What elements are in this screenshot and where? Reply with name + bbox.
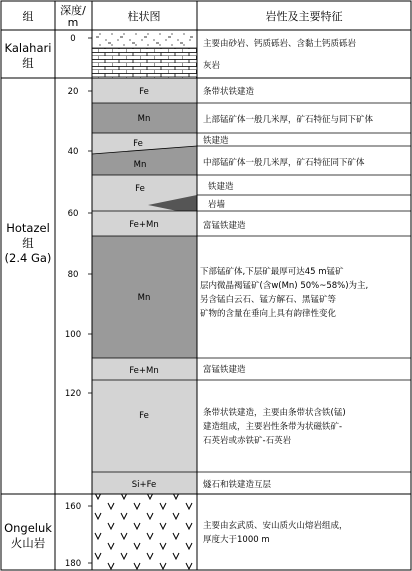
depth-label-40: 40 bbox=[67, 147, 79, 157]
desc-fe4-line1: 条带状铁建造，主要由条带状含铁(锰) bbox=[203, 408, 346, 418]
depth-ticks bbox=[88, 38, 92, 563]
desc-mn2: 中部锰矿体一般几米厚，矿石特征同下矿体 bbox=[203, 158, 365, 168]
desc-dyke: 岩墙 bbox=[208, 200, 226, 210]
desc-mn3-line2: 层内微晶褐锰矿(含w(Mn) 50%~58%)为主, bbox=[200, 281, 369, 291]
layer-label-mn3: Mn bbox=[137, 293, 151, 303]
depth-label-160: 160 bbox=[64, 502, 82, 512]
group-kalahari-line2: 组 bbox=[22, 56, 34, 70]
desc-fe4-line3: 石英岩或赤铁矿-石英岩 bbox=[203, 436, 292, 446]
header-depth-line1: 深度/ bbox=[60, 4, 86, 17]
desc-fe1: 条带状铁建造 bbox=[203, 87, 255, 97]
desc-mn3-line3: 另含锰白云石、锰方解石、黑锰矿等 bbox=[200, 295, 337, 305]
layer-label-fe4: Fe bbox=[139, 411, 149, 421]
ongeluk-volcanic-layer bbox=[92, 494, 197, 571]
group-hotazel-line1: Hotazel bbox=[6, 221, 50, 235]
desc-fe3: 铁建造 bbox=[208, 182, 234, 192]
header-column: 柱状图 bbox=[127, 10, 161, 23]
desc-mn3-line1: 下部锰矿体,下层矿最厚可达45 m锰矿 bbox=[200, 267, 344, 277]
layer-label-femn1: Fe+Mn bbox=[129, 220, 159, 230]
layer-label-mn1: Mn bbox=[137, 114, 151, 124]
desc-kalahari-1: 主要由砂岩、钙质砾岩、含黏土钙质砾岩 bbox=[203, 39, 357, 49]
desc-mn1: 上部锰矿体一般几米厚，矿石特征与同下矿体 bbox=[203, 115, 374, 125]
group-kalahari-line1: Kalahari bbox=[4, 41, 52, 55]
desc-fe4-line2: 建造组成，主要岩性条带为状磁铁矿- bbox=[203, 422, 343, 432]
header-group: 组 bbox=[22, 10, 34, 23]
depth-label-100: 100 bbox=[64, 330, 82, 340]
layer-label-mn2: Mn bbox=[133, 160, 147, 170]
kalahari-limestone-layer bbox=[92, 48, 197, 78]
group-ongeluk-line2: 火山岩 bbox=[10, 536, 46, 550]
group-hotazel-line2: 组 bbox=[22, 236, 34, 250]
header-depth-line2: m bbox=[67, 16, 79, 29]
desc-fe2: 铁建造 bbox=[203, 136, 229, 146]
header-lithology: 岩性及主要特征 bbox=[265, 10, 343, 23]
layer-label-fe3: Fe bbox=[135, 184, 145, 194]
fe4-layer bbox=[92, 380, 197, 472]
desc-femn2: 富锰铁建造 bbox=[203, 365, 246, 375]
desc-femn1: 富锰铁建造 bbox=[203, 221, 246, 231]
desc-mn3-line4: 矿物的含量在垂向上具有韵律性变化 bbox=[200, 309, 337, 319]
depth-label-120: 120 bbox=[64, 389, 82, 399]
depth-label-80: 80 bbox=[67, 270, 79, 280]
desc-ongeluk-line2: 厚度大于1000 m bbox=[203, 535, 270, 545]
layer-label-fe1: Fe bbox=[139, 87, 149, 97]
kalahari-sand-layer bbox=[92, 30, 197, 48]
depth-label-60: 60 bbox=[67, 209, 79, 219]
desc-sife: 燧石和铁建造互层 bbox=[203, 480, 272, 490]
group-hotazel-line3: (2.4 Ga) bbox=[4, 251, 52, 265]
layer-label-sife: Si+Fe bbox=[131, 480, 157, 490]
depth-label-20: 20 bbox=[67, 87, 79, 97]
depth-label-180: 180 bbox=[64, 559, 82, 569]
desc-ongeluk-line1: 主要由玄武质、安山质火山熔岩组成， bbox=[203, 521, 348, 531]
desc-kalahari-2: 灰岩 bbox=[203, 61, 221, 71]
group-ongeluk-line1: Ongeluk bbox=[4, 521, 52, 535]
depth-label-0: 0 bbox=[70, 34, 76, 44]
layer-label-femn2: Fe+Mn bbox=[129, 366, 159, 376]
layer-label-fe2: Fe bbox=[133, 139, 143, 149]
